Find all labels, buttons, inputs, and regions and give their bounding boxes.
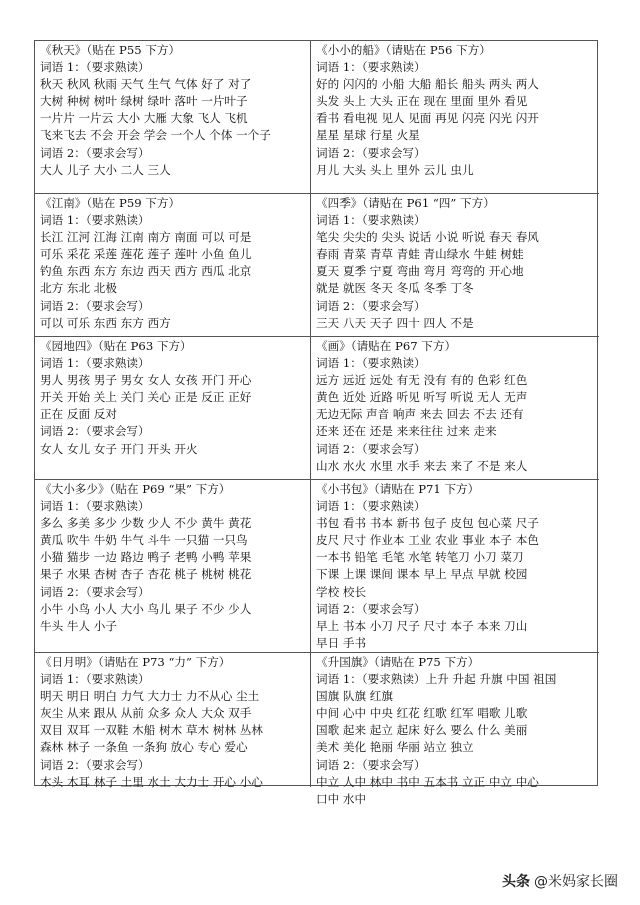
lesson-line: 美术 美化 艳丽 华丽 站立 独立 xyxy=(316,740,474,755)
lesson-line: 词语 1：（要求熟读） xyxy=(40,672,150,687)
lesson-title: 《日月明》（请贴在 P73 “力” 下方） xyxy=(40,655,231,669)
lesson-line: 飞来飞去 不会 开会 学会 一个人 个体 一个子 xyxy=(40,128,271,143)
lesson-line: 秋天 秋风 秋雨 天气 生气 气体 好了 对了 xyxy=(40,77,252,92)
lesson-line: 就是 就医 冬天 冬瓜 冬季 丁冬 xyxy=(316,281,474,296)
lesson-line: 早上 书本 小刀 尺子 尺寸 本子 本来 刀山 xyxy=(316,618,528,633)
watermark-logo: 头条 xyxy=(502,874,530,890)
lesson-line: 一本书 铅笔 毛笔 水笔 转笔刀 小刀 菜刀 xyxy=(316,550,524,565)
lesson-line: 夏天 夏季 宁夏 弯曲 弯月 弯弯的 开心地 xyxy=(316,264,524,279)
lesson-line: 中间 心中 中央 红花 红歌 红军 唱歌 儿歌 xyxy=(316,706,528,721)
lesson-line: 词语 1：（要求熟读） xyxy=(40,356,150,371)
lesson-line: 可乐 采花 采莲 莲花 莲子 莲叶 小鱼 鱼儿 xyxy=(40,247,252,262)
lesson-line: 词语 1：（要求熟读） xyxy=(40,213,150,228)
lesson-line: 学校 校长 xyxy=(316,584,367,599)
lesson-line: 钓鱼 东西 东方 东边 西天 西方 西瓜 北京 xyxy=(40,264,252,279)
lesson-cell-garden-four xyxy=(35,337,311,480)
lesson-line: 词语 1：（要求熟读） xyxy=(316,213,426,228)
lesson-line: 笔尖 尖尖的 尖头 说话 小说 听说 春天 春风 xyxy=(316,230,539,245)
lesson-line: 口中 水中 xyxy=(316,791,367,806)
lesson-line: 女人 女儿 女子 开门 开头 开火 xyxy=(40,441,198,456)
lesson-line: 头发 头上 大头 正在 现在 里面 里外 看见 xyxy=(316,94,528,109)
lesson-line: 词语 1：（要求熟读）上升 升起 升旗 中国 祖国 xyxy=(316,672,557,687)
lesson-line: 词语 2：（要求会写） xyxy=(40,424,150,439)
lesson-title: 《园地四》（贴在 P63 下方） xyxy=(40,339,192,353)
lesson-cell-four-seasons xyxy=(311,194,599,337)
lesson-line: 国旗 队旗 红旗 xyxy=(316,689,393,704)
lesson-line: 早日 手书 xyxy=(316,635,367,650)
lesson-cell-painting xyxy=(311,337,599,480)
lesson-line: 灰尘 从来 跟从 从前 众多 众人 大众 双手 xyxy=(40,706,252,721)
lesson-line: 小猫 猫步 一边 路边 鸭子 老鸭 小鸭 苹果 xyxy=(40,550,252,565)
watermark xyxy=(502,867,618,895)
lesson-line: 星星 星球 行星 火星 xyxy=(316,128,420,143)
lesson-line: 国歌 起来 起立 起床 好么 要么 什么 美丽 xyxy=(316,723,528,738)
lesson-line: 词语 2：（要求会写） xyxy=(316,441,426,456)
lesson-line: 词语 1：（要求熟读） xyxy=(316,499,426,514)
lesson-line: 牛头 牛人 小子 xyxy=(40,618,117,633)
lesson-cell-big-small-many-few xyxy=(35,480,311,653)
lesson-title: 《画》（请贴在 P67 下方） xyxy=(316,339,457,353)
lesson-line: 山水 水火 水里 水手 来去 来了 不是 来人 xyxy=(316,458,528,473)
lesson-line: 北方 东北 北极 xyxy=(40,281,117,296)
lesson-line: 词语 2：（要求会写） xyxy=(316,757,426,772)
lesson-cell-autumn xyxy=(35,41,311,194)
lesson-cell-little-boat xyxy=(311,41,599,194)
lesson-line: 看书 看电视 见人 见面 再见 闪亮 闪光 闪开 xyxy=(316,111,539,126)
lesson-line: 词语 1：（要求熟读） xyxy=(40,499,150,514)
lesson-line: 词语 1：（要求熟读） xyxy=(316,60,426,75)
lesson-line: 词语 2：（要求会写） xyxy=(316,145,426,160)
lesson-title: 《小小的船》（请贴在 P56 下方） xyxy=(316,43,491,57)
lesson-line: 好的 闪闪的 小船 大船 船长 船头 两头 两人 xyxy=(316,77,539,92)
lesson-line: 下课 上课 课间 课本 早上 早点 早就 校园 xyxy=(316,567,528,582)
lesson-line: 词语 2：（要求会写） xyxy=(40,757,150,772)
lesson-line: 多么 多美 多少 少数 少人 不少 黄牛 黄花 xyxy=(40,516,252,531)
lesson-line: 远方 远近 远处 有无 没有 有的 色彩 红色 xyxy=(316,373,528,388)
lesson-title: 《大小多少》（贴在 P69 “果” 下方） xyxy=(40,482,231,496)
lesson-line: 中立 人中 林中 书中 五本书 立正 中立 中心 xyxy=(316,774,539,789)
lesson-line: 月儿 大头 头上 里外 云儿 虫儿 xyxy=(316,162,474,177)
lesson-line: 词语 2：（要求会写） xyxy=(40,298,150,313)
lesson-line: 黄瓜 吹牛 牛奶 牛气 斗牛 一只猫 一只鸟 xyxy=(40,533,248,548)
lesson-line: 书包 看书 书本 新书 包子 皮包 包心菜 尺子 xyxy=(316,516,539,531)
lesson-line: 小牛 小鸟 小人 大小 鸟儿 果子 不少 少人 xyxy=(40,601,252,616)
lesson-line: 可以 可乐 东西 东方 西方 xyxy=(40,315,171,330)
lesson-line: 开关 开始 关上 关门 关心 正是 反正 正好 xyxy=(40,390,252,405)
lesson-title: 《江南》（贴在 P59 下方） xyxy=(40,196,181,210)
lesson-line: 词语 2：（要求会写） xyxy=(40,145,150,160)
lesson-line: 大人 儿子 大小 二人 三人 xyxy=(40,162,171,177)
lesson-title: 《秋天》（贴在 P55 下方） xyxy=(40,43,181,57)
lesson-cell-raising-flag xyxy=(311,653,599,806)
lesson-line: 词语 2：（要求会写） xyxy=(316,298,426,313)
lesson-line: 词语 2：（要求会写） xyxy=(316,601,426,616)
lesson-line: 黄色 近处 近路 听见 听写 听说 无人 无声 xyxy=(316,390,528,405)
lesson-cell-jiangnan xyxy=(35,194,311,337)
lesson-line: 森林 林子 一条鱼 一条狗 放心 专心 爱心 xyxy=(40,740,248,755)
lesson-line: 词语 1：（要求熟读） xyxy=(40,60,150,75)
lesson-line: 长江 江河 江海 江南 南方 南面 可以 可是 xyxy=(40,230,252,245)
lesson-line: 果子 水果 杏树 杏子 杏花 桃子 桃树 桃花 xyxy=(40,567,252,582)
lesson-line: 大树 种树 树叶 绿树 绿叶 落叶 一片叶子 xyxy=(40,94,248,109)
lesson-line: 三天 八天 天子 四十 四人 不是 xyxy=(316,315,474,330)
lesson-cell-sun-moon-bright xyxy=(35,653,311,787)
lesson-line: 木头 木耳 林子 土里 水土 大力士 开心 小心 xyxy=(40,774,263,789)
lesson-line: 一片片 一片云 大小 大雁 大象 飞人 飞机 xyxy=(40,111,248,126)
lesson-title: 《四季》（请贴在 P61 “四” 下方） xyxy=(316,196,495,210)
lesson-line: 皮尺 尺寸 作业本 工业 农业 事业 本子 本色 xyxy=(316,533,539,548)
lesson-line: 明天 明日 明白 力气 大力士 力不从心 尘土 xyxy=(40,689,260,704)
lesson-line: 正在 反面 反对 xyxy=(40,407,117,422)
lesson-title: 《小书包》（请贴在 P71 下方） xyxy=(316,482,480,496)
lesson-title: 《升国旗》（请贴在 P75 下方） xyxy=(316,655,480,669)
watermark-handle: @米妈家长圈 xyxy=(534,874,618,890)
lesson-line: 男人 男孩 男子 男女 女人 女孩 开门 开心 xyxy=(40,373,252,388)
lesson-line: 春雨 青菜 青草 青蛙 青山绿水 牛蛙 树蛙 xyxy=(316,247,524,262)
lesson-line: 词语 2：（要求会写） xyxy=(40,584,150,599)
lesson-line: 词语 1：（要求熟读） xyxy=(316,356,426,371)
lesson-line: 双目 双耳 一双鞋 木船 树木 草木 树林 丛林 xyxy=(40,723,263,738)
vocabulary-table xyxy=(34,40,598,806)
lesson-line: 还来 还在 还是 来来往往 过来 走来 xyxy=(316,424,497,439)
lesson-line: 无边无际 声音 响声 来去 回去 不去 还有 xyxy=(316,407,524,422)
lesson-cell-little-schoolbag xyxy=(311,480,599,653)
